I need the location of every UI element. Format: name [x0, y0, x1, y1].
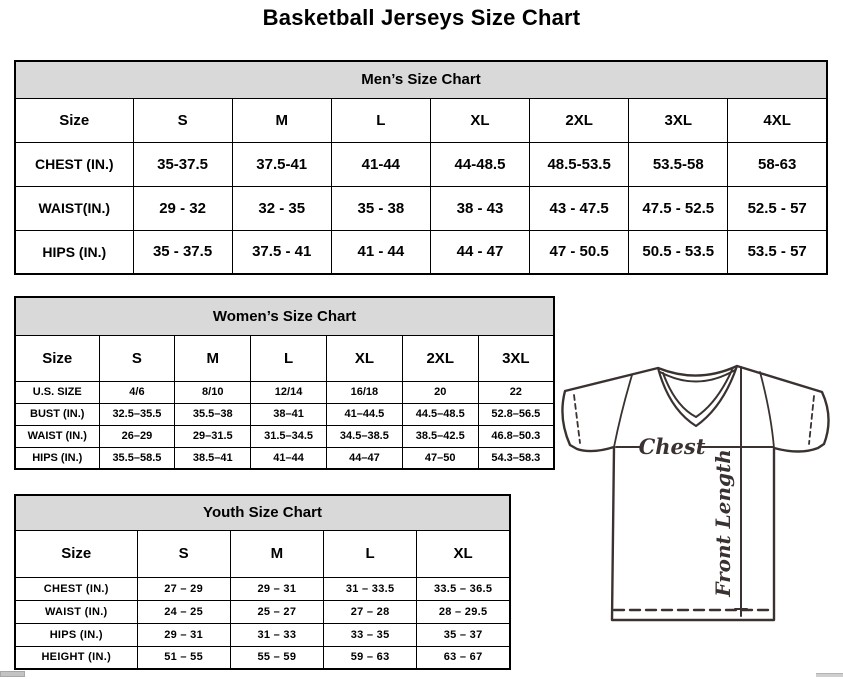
row-label-cell: U.S. SIZE	[15, 381, 99, 403]
size-header-cell: 2XL	[530, 98, 629, 142]
womens-size-header-row	[15, 335, 554, 381]
value-cell: 63 – 67	[417, 646, 510, 669]
size-header-cell: L	[331, 98, 430, 142]
value-cell: 4/6	[99, 381, 175, 403]
row-label-cell: HEIGHT (IN.)	[15, 646, 137, 669]
row-label-cell: WAIST (IN.)	[15, 425, 99, 447]
size-header-cell: 4XL	[728, 98, 827, 142]
size-header-cell: M	[230, 530, 323, 577]
mens-table-title: Men’s Size Chart	[15, 61, 827, 98]
size-header-cell: XL	[417, 530, 510, 577]
page-title: Basketball Jerseys Size Chart	[262, 5, 581, 30]
value-cell: 32.5–35.5	[99, 403, 175, 425]
left-cuff-dashed-line	[574, 395, 580, 443]
size-header-cell: M	[175, 335, 251, 381]
table-row	[15, 230, 827, 274]
value-cell: 29–31.5	[175, 425, 251, 447]
value-cell: 35.5–38	[175, 403, 251, 425]
value-cell: 54.3–58.3	[478, 447, 554, 469]
value-cell: 44-48.5	[430, 142, 529, 186]
table-row	[15, 623, 510, 646]
youth-table-header-row	[15, 495, 510, 530]
size-header-cell: Size	[15, 98, 133, 142]
value-cell: 38 - 43	[430, 186, 529, 230]
jersey-outline	[562, 366, 828, 620]
size-header-cell: S	[99, 335, 175, 381]
row-label-cell: CHEST (IN.)	[15, 577, 137, 600]
value-cell: 33.5 – 36.5	[417, 577, 510, 600]
horizontal-scrollbar-left-thumb[interactable]	[0, 671, 25, 677]
value-cell: 35 - 38	[331, 186, 430, 230]
value-cell: 46.8–50.3	[478, 425, 554, 447]
value-cell: 44–47	[326, 447, 402, 469]
value-cell: 34.5–38.5	[326, 425, 402, 447]
table-row	[15, 186, 827, 230]
value-cell: 25 – 27	[230, 600, 323, 623]
size-header-cell: Size	[15, 530, 137, 577]
womens-table-title: Women’s Size Chart	[15, 297, 554, 335]
value-cell: 48.5-53.5	[530, 142, 629, 186]
chest-label: Chest	[638, 434, 706, 459]
value-cell: 35-37.5	[133, 142, 232, 186]
value-cell: 38.5–41	[175, 447, 251, 469]
value-cell: 41–44.5	[326, 403, 402, 425]
table-row	[15, 381, 554, 403]
horizontal-scrollbar-right-thumb[interactable]	[816, 673, 843, 677]
value-cell: 58-63	[728, 142, 827, 186]
jersey-illustration-svg	[552, 358, 843, 626]
value-cell: 52.5 - 57	[728, 186, 827, 230]
size-header-cell: XL	[326, 335, 402, 381]
youth-size-header-row	[15, 530, 510, 577]
value-cell: 8/10	[175, 381, 251, 403]
table-row	[15, 425, 554, 447]
row-label-cell: HIPS (IN.)	[15, 230, 133, 274]
table-row	[15, 447, 554, 469]
mens-size-header-row	[15, 98, 827, 142]
size-header-cell: S	[137, 530, 230, 577]
value-cell: 24 – 25	[137, 600, 230, 623]
front-length-label: Front Length	[711, 449, 735, 597]
value-cell: 38.5–42.5	[402, 425, 478, 447]
size-header-cell: 2XL	[402, 335, 478, 381]
mens-size-chart-table	[14, 60, 828, 275]
size-header-cell: S	[133, 98, 232, 142]
value-cell: 47.5 - 52.5	[629, 186, 728, 230]
size-header-cell: 3XL	[478, 335, 554, 381]
size-header-cell: L	[251, 335, 327, 381]
value-cell: 43 - 47.5	[530, 186, 629, 230]
value-cell: 16/18	[326, 381, 402, 403]
value-cell: 41-44	[331, 142, 430, 186]
size-header-cell: M	[232, 98, 331, 142]
table-row	[15, 403, 554, 425]
value-cell: 52.8–56.5	[478, 403, 554, 425]
table-row	[15, 646, 510, 669]
value-cell: 44 - 47	[430, 230, 529, 274]
value-cell: 47 - 50.5	[530, 230, 629, 274]
left-armhole-seam	[614, 375, 632, 447]
value-cell: 27 – 28	[324, 600, 417, 623]
womens-table-header-row	[15, 297, 554, 335]
value-cell: 44.5–48.5	[402, 403, 478, 425]
value-cell: 12/14	[251, 381, 327, 403]
youth-size-chart-table	[14, 494, 511, 670]
size-header-cell: Size	[15, 335, 99, 381]
size-header-cell: XL	[430, 98, 529, 142]
value-cell: 31 – 33.5	[324, 577, 417, 600]
value-cell: 35.5–58.5	[99, 447, 175, 469]
row-label-cell: CHEST (IN.)	[15, 142, 133, 186]
right-armhole-seam	[760, 372, 774, 448]
table-row	[15, 600, 510, 623]
value-cell: 29 – 31	[137, 623, 230, 646]
value-cell: 51 – 55	[137, 646, 230, 669]
value-cell: 35 - 37.5	[133, 230, 232, 274]
size-header-cell: L	[324, 530, 417, 577]
value-cell: 41–44	[251, 447, 327, 469]
womens-size-chart-table	[14, 296, 555, 470]
value-cell: 29 - 32	[133, 186, 232, 230]
value-cell: 27 – 29	[137, 577, 230, 600]
value-cell: 22	[478, 381, 554, 403]
value-cell: 37.5 - 41	[232, 230, 331, 274]
value-cell: 55 – 59	[230, 646, 323, 669]
table-row	[15, 142, 827, 186]
row-label-cell: HIPS (IN.)	[15, 623, 137, 646]
value-cell: 31 – 33	[230, 623, 323, 646]
youth-table-title: Youth Size Chart	[15, 495, 510, 530]
value-cell: 37.5-41	[232, 142, 331, 186]
value-cell: 32 - 35	[232, 186, 331, 230]
jersey-measurement-diagram	[552, 358, 843, 626]
value-cell: 47–50	[402, 447, 478, 469]
row-label-cell: WAIST (IN.)	[15, 600, 137, 623]
row-label-cell: WAIST(IN.)	[15, 186, 133, 230]
value-cell: 53.5-58	[629, 142, 728, 186]
size-header-cell: 3XL	[629, 98, 728, 142]
value-cell: 33 – 35	[324, 623, 417, 646]
right-cuff-dashed-line	[809, 396, 814, 444]
value-cell: 26–29	[99, 425, 175, 447]
value-cell: 50.5 - 53.5	[629, 230, 728, 274]
value-cell: 28 – 29.5	[417, 600, 510, 623]
value-cell: 41 - 44	[331, 230, 430, 274]
row-label-cell: BUST (IN.)	[15, 403, 99, 425]
value-cell: 31.5–34.5	[251, 425, 327, 447]
value-cell: 35 – 37	[417, 623, 510, 646]
table-row	[15, 577, 510, 600]
mens-table-header-row	[15, 61, 827, 98]
value-cell: 38–41	[251, 403, 327, 425]
value-cell: 59 – 63	[324, 646, 417, 669]
value-cell: 53.5 - 57	[728, 230, 827, 274]
value-cell: 29 – 31	[230, 577, 323, 600]
value-cell: 20	[402, 381, 478, 403]
row-label-cell: HIPS (IN.)	[15, 447, 99, 469]
